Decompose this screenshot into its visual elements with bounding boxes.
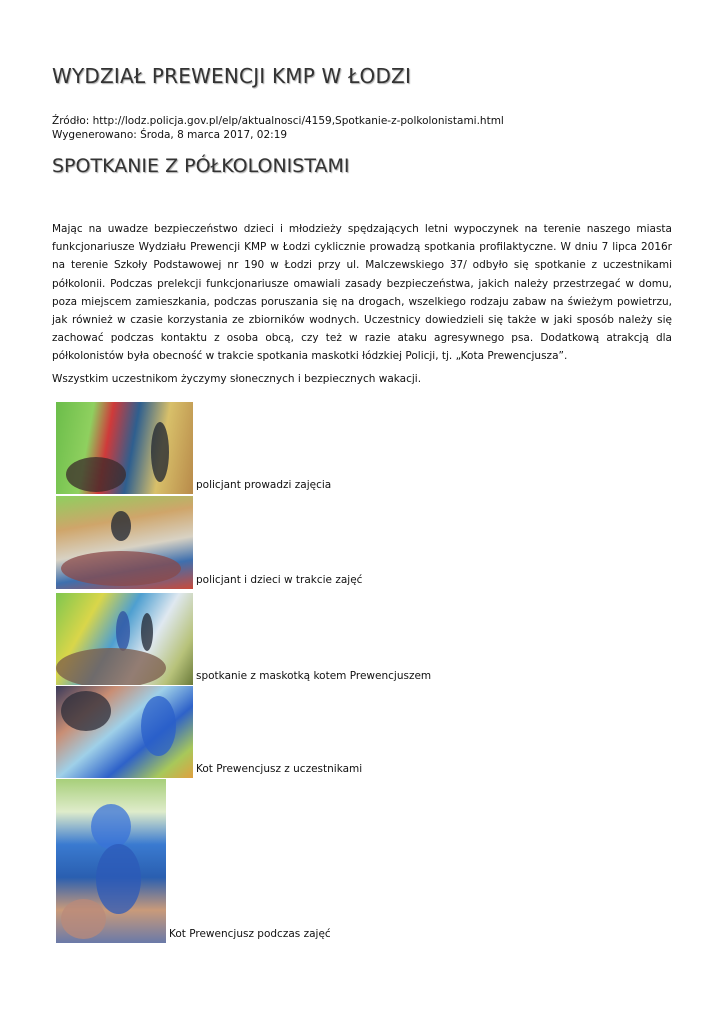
article-title: SPOTKANIE Z PÓŁKOLONISTAMI — [52, 155, 350, 177]
site-title: WYDZIAŁ PREWENCJI KMP W ŁODZI — [52, 64, 412, 88]
photo-caption: Kot Prewencjusz podczas zajęć — [169, 928, 331, 940]
gallery-item — [56, 402, 331, 494]
gallery-item — [56, 779, 331, 943]
article-wishes: Wszystkim uczestnikom życzymy słonecznych i bezpiecznych wakacji. — [52, 373, 422, 385]
photo-mascot-meeting — [56, 593, 193, 685]
generated-line: Wygenerowano: Środa, 8 marca 2017, 02:19 — [52, 129, 288, 141]
photo-caption: Kot Prewencjusz z uczestnikami — [196, 763, 363, 775]
article-body: Mając na uwadze bezpieczeństwo dzieci i młodzieży spędzających letni wypoczynek na terenie naszego miasta funkcjonariusze Wydziału Prewencji KMP w Łodzi cyklicznie prowadzą spotkania profilaktyczne. W dniu 7 lipca 2016r na terenie Szkoły Podstawowej nr 190 w Łodzi przy ul. Malczewskiego 37/ odbyło się spotkanie z uczestnikami półkolonii. Podczas prelekcji funkcjonariusze omawiali zasady bezpieczeństwa, jakich należy przestrzegać w domu, poza miejscem zamieszkania, podczas poruszania się na drogach, wszelkiego rodzaju zabaw na świeżym powietrzu, jak również w czasie korzystania ze zbiorników wodnych. Uczestnicy dowiedzieli się także w jaki sposób należy się zachować podczas kontaktu z osoba obcą, czy też w razie ataku agresywnego psa. Dodatkową atrakcją dla półkolonistów była obecność w trakcie spotkania maskotki łódzkiej Policji, tj. „Kota Prewencjusza”. — [52, 223, 672, 363]
gallery-item — [56, 593, 431, 685]
document-meta — [52, 114, 504, 142]
photo-mascot-during-class — [56, 779, 166, 943]
photo-caption: policjant i dzieci w trakcie zajęć — [196, 574, 363, 586]
photo-caption: spotkanie z maskotką kotem Prewencjuszem — [196, 670, 432, 682]
gallery-item — [56, 686, 362, 778]
photo-policeman-leading-class — [56, 402, 193, 494]
photo-mascot-with-participants — [56, 686, 193, 778]
gallery-item — [56, 496, 362, 589]
source-line: Źródło: http://lodz.policja.gov.pl/elp/aktualnosci/4159,Spotkanie-z-polkolonistami.html — [52, 115, 504, 127]
photo-caption: policjant prowadzi zajęcia — [196, 479, 332, 491]
photo-policeman-and-children — [56, 496, 193, 589]
